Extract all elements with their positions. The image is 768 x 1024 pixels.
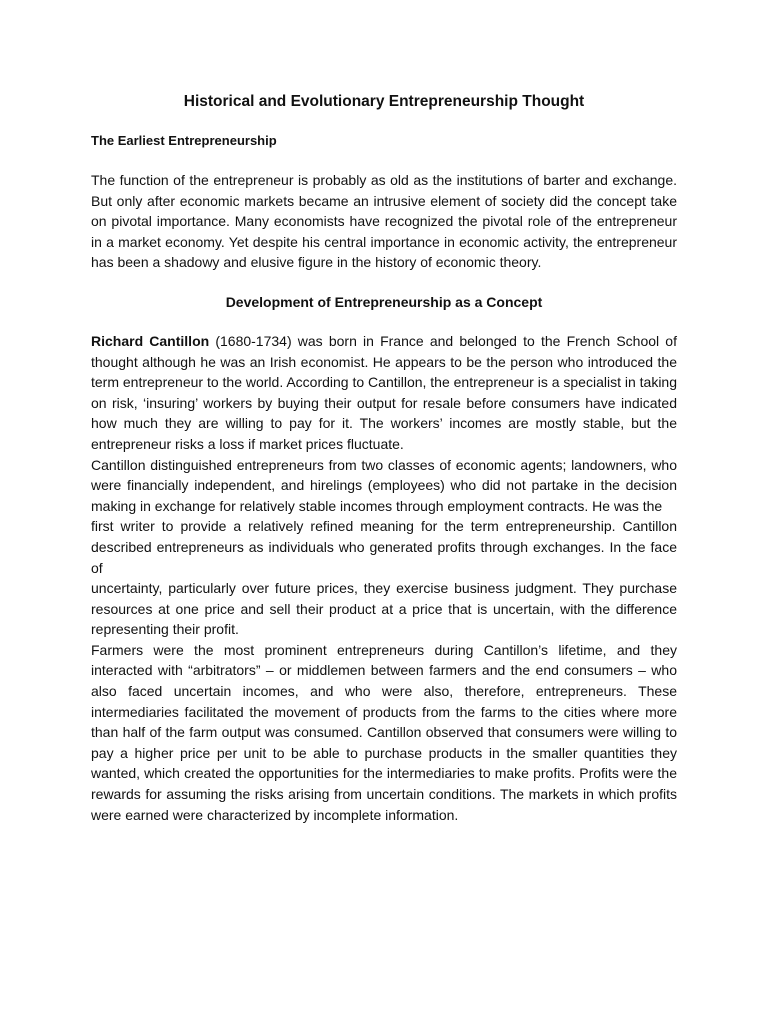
paragraph-cantillon-uncertainty: uncertainty, particularly over future prices, they exercise business judgment. They purchase resources at one price and sell their product at a price that is uncertain, with the difference representing their profit. xyxy=(91,580,677,638)
paragraph-cantillon-classes: Cantillon distinguished entrepreneurs from two classes of economic agents; landowners, who were financially independent, and hirelings (employees) who did not partake in the decision making in exchange for relatively stable incomes through employment contracts. He was the xyxy=(91,456,677,514)
document-body xyxy=(91,92,677,825)
paragraph-cantillon-intro xyxy=(91,331,677,455)
paragraph-cantillon-first-writer: first writer to provide a relatively refined meaning for the term entrepreneurship. Cantillon described entrepreneurs as individuals who generated profits through exchanges. In the face of xyxy=(91,518,677,576)
paragraph-cantillon-farmers: Farmers were the most prominent entrepreneurs during Cantillon’s lifetime, and they interacted with “arbitrators” – or middlemen between farmers and the end consumers – who also faced uncertain incomes, and who were also, therefore, entrepreneurs. These intermediaries facilitated the movement of products from the farms to the cities where more than half of the farm output was consumed. Cantillon observed that consumers were willing to pay a higher price per unit to be able to purchase products in the smaller quantities they wanted, which created the opportunities for the intermediaries to make profits. Profits were the rewards for assuming the risks arising from uncertain conditions. The markets in which profits were earned were characterized by incomplete information. xyxy=(91,641,677,823)
paragraph-earliest: The function of the entrepreneur is probably as old as the institutions of barter and exchange. But only after economic markets became an intrusive element of society did the concept take on pivotal importance. Many economists have recognized the pivotal role of the entrepreneur in a market economy. Yet despite his central importance in economic activity, the entrepreneur has been a shadowy and elusive figure in the history of economic theory. xyxy=(91,172,677,271)
person-name: Richard Cantillon xyxy=(91,332,210,349)
section-heading-earliest: The Earliest Entrepreneurship xyxy=(91,133,277,148)
section-heading-development: Development of Entrepreneurship as a Concept xyxy=(225,293,543,310)
document-title: Historical and Evolutionary Entrepreneurship Thought xyxy=(183,93,585,110)
paragraph-cantillon-intro-text: (1680-1734) was born in France and belonged to the French School of thought although he was an Irish economist. He appears to be the person who introduced the term entrepreneur to the world. According to Cantillon, the entrepreneur is a specialist in taking on risk, ‘insuring’ workers by buying their output for resale before consumers have indicated how much they are willing to pay for it. The workers’ incomes are mostly stable, but the entrepreneur risks a loss if market prices fluctuate. xyxy=(91,332,677,452)
